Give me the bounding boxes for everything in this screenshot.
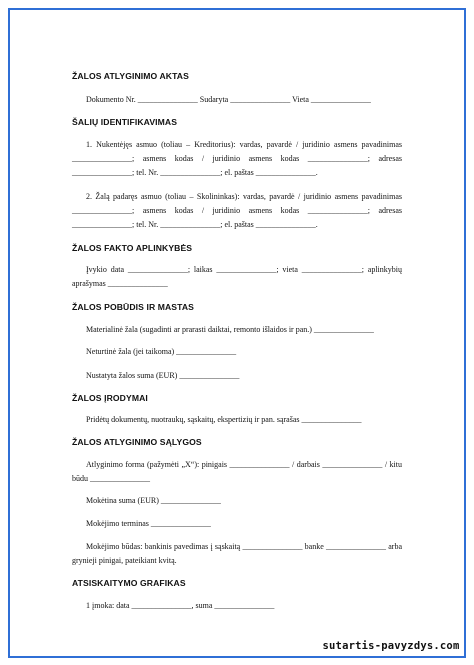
installment-line: 1 įmoka: data _______________, suma _______________: [86, 601, 275, 610]
section-heading-payment-schedule: ATSISKAITYMO GRAFIKAS: [72, 578, 186, 588]
document-title: ŽALOS ATLYGINIMO AKTAS: [72, 71, 189, 81]
circumstances-paragraph: Įvykio data _______________; laikas _______________; vieta _______________; aplinkybių aprašymas _______________: [72, 265, 402, 288]
section-heading-compensation-terms: ŽALOS ATLYGINIMO SĄLYGOS: [72, 437, 202, 447]
evidence-line: Pridėtų dokumentų, nuotraukų, sąskaitų, ekspertizių ir pan. sąrašas _______________: [86, 415, 362, 424]
amount-payable-line: Mokėtina suma (EUR) _______________: [86, 496, 221, 505]
section-heading-evidence: ŽALOS ĮRODYMAI: [72, 393, 148, 403]
website-watermark: sutartis-pavyzdys.com: [318, 636, 464, 656]
section-heading-damage-nature: ŽALOS POBŪDIS IR MASTAS: [72, 302, 194, 312]
payment-deadline-line: Mokėjimo terminas _______________: [86, 519, 211, 528]
damage-amount-line: Nustatyta žalos suma (EUR) _______________: [86, 371, 240, 380]
compensation-form-paragraph: Atlyginimo forma (pažymėti „X“): pinigais _______________ / darbais _______________ / kitu būdu _______________: [72, 460, 402, 483]
non-material-damage-line: Neturtinė žala (jei taikoma) _______________: [86, 347, 237, 356]
debtor-paragraph: 2. Žalą padaręs asmuo (toliau – Skolininkas): vardas, pavardė / juridinio asmens pavadinimas _______________; asmens kodas / juridinio asmens kodas _______________; adresas _______________; tel. Nr. _______________; el. paštas _______________.: [72, 192, 402, 229]
material-damage-line: Materialinė žala (sugadinti ar prarasti daiktai, remonto išlaidos ir pan.) _______________: [86, 325, 374, 334]
section-heading-parties: ŠALIŲ IDENTIFIKAVIMAS: [72, 117, 178, 127]
payment-method-paragraph: Mokėjimo būdas: bankinis pavedimas į sąskaitą _______________ banke _______________ arba grynieji pinigai, pateikiant kvitą.: [72, 542, 402, 565]
document-number-line: Dokumento Nr. _______________ Sudaryta _______________ Vieta _______________: [86, 95, 371, 104]
creditor-paragraph: 1. Nukentėjęs asmuo (toliau – Kreditorius): vardas, pavardė / juridinio asmens pavadinimas _______________; asmens kodas / juridinio asmens kodas _______________; adresas _______________; tel. Nr. _______________; el. paštas _______________.: [72, 140, 402, 177]
section-heading-circumstances: ŽALOS FAKTO APLINKYBĖS: [72, 243, 193, 253]
